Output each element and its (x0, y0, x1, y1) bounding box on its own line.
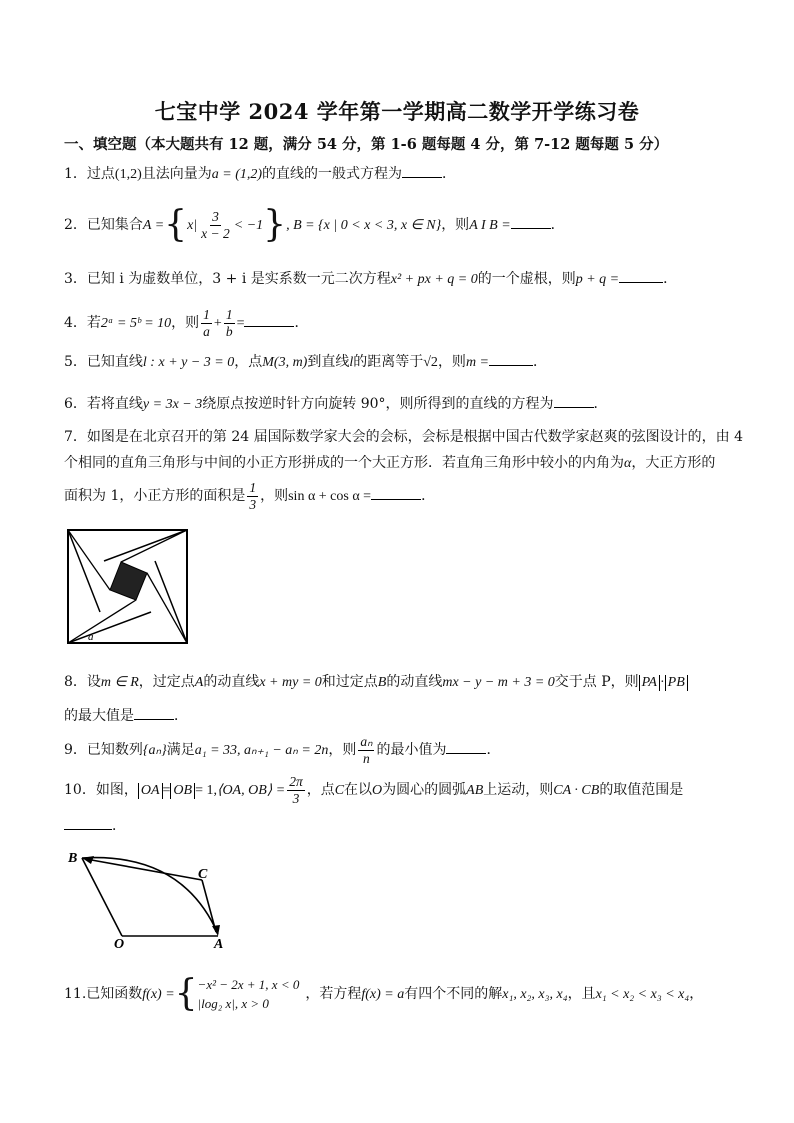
arrow-head (212, 925, 220, 936)
q7-fraction (247, 480, 258, 513)
numerator: 1 (225, 306, 233, 322)
q5-sqrt: √2 (423, 355, 438, 370)
q8-abs-pb: PB (665, 675, 688, 691)
q2-fraction (199, 209, 232, 242)
piece-1: −x² − 2x + 1, x < 0 (197, 977, 300, 992)
answer-blank[interactable] (134, 705, 174, 720)
q1-text: 的直线的一般式方程为 (262, 166, 403, 182)
q10-dot-product: CA · CB (553, 783, 600, 798)
q5-text: ，则 (437, 354, 466, 370)
q2-relation: < −1 (233, 218, 264, 233)
q10-text: 为圆心的圆弧 (382, 782, 467, 798)
q8-line-1: x + my = 0 (259, 675, 322, 690)
q11-equation: f(x) = a (361, 987, 405, 1002)
equals-sign: = (162, 783, 171, 798)
q10-fraction (287, 774, 305, 807)
q3-expression: p + q = (575, 272, 620, 287)
q1-text: ． (442, 166, 457, 182)
question-2 (64, 205, 565, 246)
label-a: A (214, 937, 224, 952)
q10-text: 上运动，则 (483, 782, 554, 798)
q10-text: 在以 (344, 782, 373, 798)
question-8-line-2 (64, 705, 188, 727)
q7-text: 面积为 1，小正方形的面积是 (64, 488, 246, 504)
numerator: 1 (249, 479, 257, 495)
q8-abs-pa: PA (639, 675, 660, 691)
q5-text: 5．已知直线 (64, 354, 143, 370)
denominator: a (203, 323, 210, 339)
q1-text: 且法向量为 (141, 166, 212, 182)
q7-line-1: 7．如图是在北京召开的第 24 届国际数学家大会的会标，会标是根据中国古代数学家赵爽的弦图设计的，由 4 (64, 429, 743, 445)
answer-blank[interactable] (402, 163, 442, 178)
q11-solutions: x₁, x₂, x₃, x₄ (502, 987, 568, 1002)
question-10 (64, 772, 683, 809)
q6-text: 绕原点按逆时针方向旋转 90°，则所得到的直线的方程为 (202, 396, 554, 412)
q11-piecewise (198, 975, 300, 1013)
arc-diagram (62, 846, 232, 952)
denominator: b (225, 323, 233, 339)
alpha-label: a (88, 631, 94, 643)
question-9 (64, 732, 500, 769)
q11-text: ，若方程 (305, 986, 362, 1002)
q9-text: 的最小值为 (376, 742, 447, 758)
q6-text: ． (593, 396, 608, 412)
q4-fraction-1 (201, 307, 212, 340)
q6-line: y = 3x − 3 (142, 397, 203, 412)
zhao-shuang-diagram (66, 528, 190, 646)
section-heading: 一、填空题（本大题共有 12 题，满分 54 分，第 1-6 题每题 4 分，第 7-12 题每题 5 分） (64, 136, 669, 153)
q9-condition: a₁ = 33, aₙ₊₁ − aₙ = 2n (194, 743, 329, 758)
q4-text: 4．若 (64, 315, 101, 331)
answer-blank[interactable] (371, 485, 421, 500)
q7-text: ，则 (260, 488, 289, 504)
q5-line-name: l (349, 355, 354, 370)
q4-fraction-2 (224, 307, 235, 340)
vector-cb (86, 859, 202, 880)
q10-text: 的取值范围是 (599, 782, 684, 798)
q8-set: m ∈ R (100, 675, 139, 690)
q2-text: ． (550, 217, 565, 233)
q9-sequence: {aₙ} (142, 743, 167, 758)
answer-blank[interactable] (64, 815, 112, 830)
question-1 (64, 163, 456, 186)
q7-text: ，大正方形的 (631, 455, 716, 471)
q2-set-b: , B = {x | 0 < x < 3, x ∈ N} (286, 218, 442, 233)
q4-equation: 2ᵃ = 5ᵇ = 10 (100, 316, 172, 331)
q8-line-2: mx − y − m + 3 = 0 (442, 675, 555, 690)
q4-text: ，则 (171, 315, 200, 331)
numerator: aₙ (360, 733, 373, 749)
question-3 (64, 268, 677, 291)
q6-text: 6．若将直线 (64, 396, 143, 412)
q3-text: 的一个虚根，则 (477, 271, 576, 287)
q10-angle: ⟨OA, OB⟩ = (216, 783, 286, 798)
numerator: 2π (289, 773, 303, 789)
q10-value: = 1, (195, 783, 217, 798)
q9-fraction (358, 734, 374, 767)
answer-blank[interactable] (554, 393, 594, 408)
q8-text: 的动直线 (203, 674, 260, 690)
question-6 (64, 393, 608, 416)
denominator: x − 2 (201, 225, 230, 241)
q10-point-c: C (334, 783, 345, 798)
q5-expression: m = (465, 355, 489, 370)
q2-expression: A I B = (469, 218, 511, 233)
q10-text: 10．如图， (64, 782, 138, 798)
denominator: 3 (292, 790, 300, 806)
q8-text: 交于点 P，则 (554, 674, 639, 690)
q5-text: ，点 (234, 354, 263, 370)
q3-text: 3．已知 i 为虚数单位，3 + i 是实系数一元二次方程 (64, 271, 391, 287)
question-4 (64, 306, 308, 341)
question-7 (64, 426, 743, 448)
q3-equation: x² + px + q = 0 (390, 272, 478, 287)
q11-text: ，且 (567, 986, 596, 1002)
q11-order: x₁ < x₂ < x₃ < x₄ (595, 987, 690, 1002)
q10-text: ． (112, 818, 126, 834)
q7-text: ． (421, 488, 436, 504)
q2-set-a: A = (142, 218, 165, 233)
q4-text: ． (294, 315, 309, 331)
piece-2: |log₂ x|, x > 0 (197, 996, 269, 1011)
q10-text: ，点 (306, 782, 335, 798)
segment-bo (82, 858, 122, 936)
q2-text: ，则 (441, 217, 470, 233)
question-7-line-3 (64, 478, 435, 515)
question-11 (64, 972, 703, 1017)
denominator: n (363, 750, 370, 766)
q1-vector: a = (1,2) (211, 167, 263, 182)
answer-blank[interactable] (489, 351, 533, 366)
q3-text: ． (663, 271, 678, 287)
q2-text: 2．已知集合 (64, 217, 143, 233)
q5-text: 到直线 (307, 354, 350, 370)
q10-abs-oa: OA (138, 783, 163, 799)
q8-point-b: B (377, 675, 387, 690)
q8-text: ，过定点 (138, 674, 195, 690)
answer-blank[interactable] (619, 268, 663, 283)
q5-text: ． (533, 354, 547, 370)
q9-text: ，则 (328, 742, 357, 758)
numerator: 1 (203, 306, 210, 322)
q11-text: 11.已知函数 (64, 986, 143, 1002)
label-b: B (68, 851, 78, 866)
answer-blank[interactable] (511, 214, 551, 229)
q9-text: ． (486, 742, 501, 758)
question-7-line-2 (64, 452, 715, 475)
q9-text: 满足 (166, 742, 195, 758)
q8-text: 的最大值是 (64, 708, 134, 724)
q8-dot: · (659, 675, 665, 690)
q9-text: 9．已知数列 (64, 742, 143, 758)
q2-set-var: x| (187, 218, 198, 233)
equals-sign: = (236, 316, 245, 331)
q1-point: (1,2) (114, 167, 142, 182)
q11-text: 有四个不同的解 (404, 986, 503, 1002)
plus-sign: + (213, 316, 222, 331)
q1-text: 1．过点 (64, 166, 115, 182)
page-title: 七宝中学 2024 学年第一学期高二数学开学练习卷 (154, 99, 640, 124)
vector-ca (202, 880, 216, 932)
brace: { (174, 973, 198, 1014)
label-c: C (198, 867, 208, 882)
q5-point: M(3, m) (262, 355, 308, 370)
question-8 (64, 671, 688, 694)
brace: { (164, 204, 188, 245)
label-o: O (114, 937, 125, 952)
q10-arc: AB (466, 783, 484, 798)
q10-abs-ob: OB (170, 783, 195, 799)
q8-text: 的动直线 (386, 674, 443, 690)
answer-blank[interactable] (446, 739, 486, 754)
q8-text: ． (174, 708, 188, 724)
numerator: 3 (212, 208, 219, 224)
q8-text: 8．设 (64, 674, 101, 690)
q7-expression: sin α + cos α = (288, 489, 372, 504)
q7-alpha: α (624, 456, 632, 471)
q8-text: 和过定点 (321, 674, 378, 690)
q11-text: ， (689, 986, 704, 1002)
answer-blank[interactable] (244, 312, 294, 327)
q5-line: l : x + y − 3 = 0 (142, 355, 235, 370)
q11-function: f(x) = (142, 987, 175, 1002)
denominator: 3 (249, 496, 257, 512)
q8-point-a: A (194, 675, 204, 690)
question-10-line-2 (64, 815, 126, 837)
question-5 (64, 351, 547, 374)
q5-text: 的距离等于 (353, 354, 424, 370)
q7-text: 个相同的直角三角形与中间的小正方形拼成的一个大正方形．若直角三角形中较小的内角为 (64, 455, 624, 471)
brace: } (263, 204, 287, 245)
q10-point-o: O (372, 783, 383, 798)
